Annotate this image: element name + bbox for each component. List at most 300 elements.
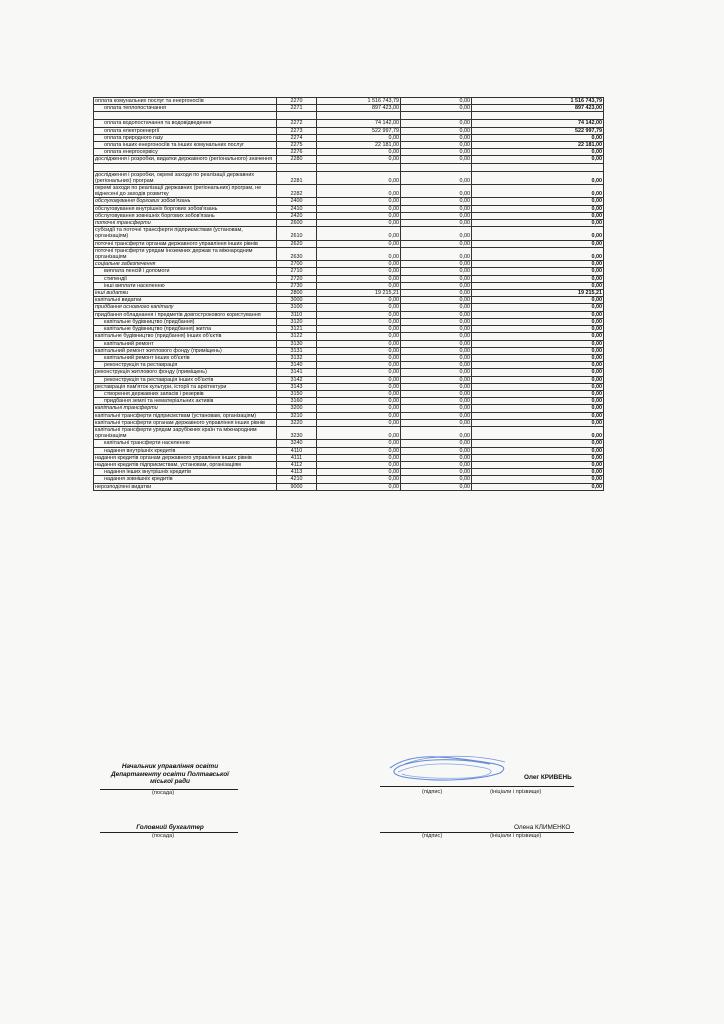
row-total-cell: 0,00 — [472, 247, 604, 260]
table-row — [94, 240, 604, 247]
row-total-cell: 0,00 — [472, 205, 604, 212]
row-code-cell: 3132 — [277, 354, 317, 361]
row-name-cell: надання внутрішніх кредитів — [94, 447, 277, 454]
row-name-cell: придбання основного капіталу — [94, 304, 277, 311]
row-value-cell: 897 423,00 — [317, 105, 401, 112]
row-total-cell: 0,00 — [472, 185, 604, 198]
row-name-cell: оплата природного газу — [94, 134, 277, 141]
row-value-cell: 0,00 — [317, 340, 401, 347]
row-value-cell: 0,00 — [401, 304, 472, 311]
row-name-cell: нерозподілені видатки — [94, 483, 277, 490]
row-name-cell: капітальні трансферти — [94, 405, 277, 412]
row-code-cell: 3143 — [277, 383, 317, 390]
table-spacer-row — [94, 163, 604, 171]
row-name-cell: субсидії та поточні трансферти підприємствам (установам, організаціям) — [94, 227, 277, 240]
row-name-cell: інші виплати населенню — [94, 282, 277, 289]
row-code-cell: 2710 — [277, 268, 317, 275]
row-total-cell: 0,00 — [472, 469, 604, 476]
row-code-cell: 2275 — [277, 142, 317, 149]
row-value-cell: 0,00 — [317, 390, 401, 397]
row-total-cell: 0,00 — [472, 220, 604, 227]
table-row — [94, 212, 604, 219]
row-code-cell — [277, 163, 317, 171]
row-value-cell — [401, 112, 472, 120]
row-name-cell: оплата водопостачання та водовідведення — [94, 120, 277, 127]
row-code-cell: 2800 — [277, 290, 317, 297]
row-total-cell: 0,00 — [472, 454, 604, 461]
row-code-cell: 3130 — [277, 340, 317, 347]
row-code-cell: 3200 — [277, 405, 317, 412]
row-total-cell: 0,00 — [472, 171, 604, 184]
row-name-cell: надання інших внутрішніх кредитів — [94, 469, 277, 476]
row-value-cell: 0,00 — [317, 326, 401, 333]
table-row — [94, 268, 604, 275]
row-total-cell: 0,00 — [472, 311, 604, 318]
table-row — [94, 198, 604, 205]
row-value-cell: 0,00 — [401, 311, 472, 318]
row-value-cell: 0,00 — [401, 127, 472, 134]
row-value-cell: 0,00 — [317, 333, 401, 340]
row-value-cell: 0,00 — [401, 405, 472, 412]
row-value-cell: 0,00 — [317, 419, 401, 426]
row-name-cell: обслуговування внутрішніх боргових зобов'язань — [94, 205, 277, 212]
row-value-cell: 0,00 — [401, 185, 472, 198]
row-name-cell: капітальні видатки — [94, 297, 277, 304]
row-name-cell: капітальні трансферти підприємствам (установам, організаціям) — [94, 412, 277, 419]
row-total-cell: 22 181,00 — [472, 142, 604, 149]
row-code-cell: 4210 — [277, 476, 317, 483]
row-value-cell: 0,00 — [317, 275, 401, 282]
row-name-cell: стипендії — [94, 275, 277, 282]
row-value-cell: 0,00 — [317, 405, 401, 412]
row-code-cell: 3160 — [277, 398, 317, 405]
row-name-cell: дослідження і розробки, видатки державного (регіонального) значення — [94, 156, 277, 163]
row-value-cell: 0,00 — [401, 297, 472, 304]
table-row — [94, 412, 604, 419]
row-name-cell: соціальне забезпечення — [94, 261, 277, 268]
row-code-cell: 2276 — [277, 149, 317, 156]
row-code-cell: 2720 — [277, 275, 317, 282]
row-value-cell: 0,00 — [401, 290, 472, 297]
row-value-cell: 0,00 — [401, 390, 472, 397]
row-total-cell: 0,00 — [472, 347, 604, 354]
row-name-cell: придбання обладнання і предметів довгострокового користування — [94, 311, 277, 318]
row-total-cell: 0,00 — [472, 318, 604, 325]
row-total-cell — [472, 112, 604, 120]
row-value-cell: 0,00 — [401, 326, 472, 333]
row-code-cell: 3240 — [277, 440, 317, 447]
row-total-cell: 19 215,21 — [472, 290, 604, 297]
row-value-cell: 0,00 — [317, 426, 401, 439]
row-value-cell: 0,00 — [401, 426, 472, 439]
row-total-cell: 522 997,79 — [472, 127, 604, 134]
table-row — [94, 376, 604, 383]
row-total-cell: 0,00 — [472, 476, 604, 483]
row-value-cell: 0,00 — [317, 282, 401, 289]
row-value-cell: 0,00 — [401, 412, 472, 419]
row-code-cell: 3142 — [277, 376, 317, 383]
row-value-cell: 0,00 — [401, 98, 472, 105]
row-value-cell: 0,00 — [401, 440, 472, 447]
row-total-cell: 74 142,00 — [472, 120, 604, 127]
row-value-cell: 0,00 — [317, 304, 401, 311]
row-value-cell: 0,00 — [401, 227, 472, 240]
row-total-cell: 0,00 — [472, 405, 604, 412]
table-row — [94, 304, 604, 311]
table-row — [94, 171, 604, 184]
row-value-cell: 0,00 — [317, 205, 401, 212]
row-code-cell: 2273 — [277, 127, 317, 134]
row-name-cell: придбання землі та нематеріальних активів — [94, 398, 277, 405]
row-name-cell: реконструкція та реставрація — [94, 362, 277, 369]
row-value-cell: 0,00 — [401, 198, 472, 205]
row-total-cell: 0,00 — [472, 261, 604, 268]
row-name-cell: обслуговування зовнішніх боргових зобов'язань — [94, 212, 277, 219]
row-value-cell: 0,00 — [317, 318, 401, 325]
accountant-signature-block — [100, 824, 240, 832]
row-value-cell: 0,00 — [317, 156, 401, 163]
row-value-cell: 0,00 — [401, 469, 472, 476]
table-row — [94, 419, 604, 426]
table-row — [94, 156, 604, 163]
row-name-cell: надання кредитів підприємствам, установам, організаціям — [94, 461, 277, 468]
row-value-cell: 0,00 — [317, 134, 401, 141]
row-total-cell: 0,00 — [472, 426, 604, 439]
table-row — [94, 390, 604, 397]
row-name-cell: оплата комунальних послуг та енергоносіїв — [94, 98, 277, 105]
row-total-cell: 0,00 — [472, 419, 604, 426]
head-position-caption: (посада) — [152, 790, 175, 796]
row-code-cell: 4113 — [277, 469, 317, 476]
head-person-name: Олег КРИВЕНЬ — [524, 774, 572, 781]
table-body — [94, 98, 604, 491]
row-code-cell: 3141 — [277, 369, 317, 376]
row-value-cell: 0,00 — [317, 469, 401, 476]
row-code-cell: 2600 — [277, 220, 317, 227]
row-value-cell: 0,00 — [317, 476, 401, 483]
row-total-cell: 0,00 — [472, 461, 604, 468]
row-code-cell: 4111 — [277, 454, 317, 461]
row-value-cell: 0,00 — [401, 134, 472, 141]
row-value-cell: 0,00 — [317, 240, 401, 247]
row-code-cell: 3131 — [277, 347, 317, 354]
row-code-cell: 2420 — [277, 212, 317, 219]
row-value-cell: 0,00 — [317, 440, 401, 447]
table-row — [94, 290, 604, 297]
row-value-cell: 0,00 — [317, 461, 401, 468]
row-name-cell: реконструкція житлового фонду (приміщень) — [94, 369, 277, 376]
row-value-cell: 0,00 — [401, 398, 472, 405]
row-code-cell: 3110 — [277, 311, 317, 318]
row-name-cell: надання зовнішніх кредитів — [94, 476, 277, 483]
table-row — [94, 369, 604, 376]
head-signature-block — [100, 763, 240, 786]
row-total-cell: 1 516 743,79 — [472, 98, 604, 105]
row-value-cell: 0,00 — [401, 454, 472, 461]
table-row — [94, 247, 604, 260]
table-row — [94, 469, 604, 476]
row-total-cell: 0,00 — [472, 340, 604, 347]
table-row — [94, 454, 604, 461]
row-code-cell: 2400 — [277, 198, 317, 205]
row-name-cell: капітальні трансферти органам державного управління інших рівнів — [94, 419, 277, 426]
row-name-cell: капітальне будівництво (придбання) інших об'єктів — [94, 333, 277, 340]
row-value-cell: 0,00 — [317, 268, 401, 275]
head-signature-image — [380, 748, 520, 788]
row-value-cell: 0,00 — [317, 354, 401, 361]
row-code-cell: 3220 — [277, 419, 317, 426]
row-name-cell: капітальні трансферти урядам зарубіжних країн та міжнародним організаціям — [94, 426, 277, 439]
row-code-cell — [277, 112, 317, 120]
row-total-cell: 0,00 — [472, 297, 604, 304]
row-total-cell: 0,00 — [472, 304, 604, 311]
row-name-cell: окремі заходи по реалізації державних (регіональних) програм, не віднесені до заходів розвитку — [94, 185, 277, 198]
row-total-cell: 0,00 — [472, 326, 604, 333]
row-name-cell: інші видатки — [94, 290, 277, 297]
row-value-cell: 0,00 — [317, 261, 401, 268]
row-value-cell: 0,00 — [401, 369, 472, 376]
row-code-cell: 2274 — [277, 134, 317, 141]
table-row — [94, 440, 604, 447]
row-value-cell — [401, 163, 472, 171]
row-code-cell: 2280 — [277, 156, 317, 163]
table-row — [94, 326, 604, 333]
row-total-cell: 0,00 — [472, 227, 604, 240]
row-total-cell: 0,00 — [472, 275, 604, 282]
row-total-cell: 0,00 — [472, 412, 604, 419]
row-code-cell: 2620 — [277, 240, 317, 247]
row-code-cell: 3122 — [277, 333, 317, 340]
table-row — [94, 220, 604, 227]
row-name-cell: поточні трансферти урядам іноземних держав та міжнародним організаціям — [94, 247, 277, 260]
table-row — [94, 297, 604, 304]
row-value-cell: 0,00 — [401, 447, 472, 454]
row-value-cell: 0,00 — [317, 369, 401, 376]
row-total-cell: 0,00 — [472, 333, 604, 340]
row-code-cell: 2610 — [277, 227, 317, 240]
row-total-cell: 0,00 — [472, 362, 604, 369]
row-value-cell: 0,00 — [401, 268, 472, 275]
row-total-cell: 0,00 — [472, 149, 604, 156]
table-row — [94, 383, 604, 390]
row-name-cell: капітальне будівництво (придбання) — [94, 318, 277, 325]
row-value-cell: 0,00 — [317, 347, 401, 354]
row-code-cell: 2282 — [277, 185, 317, 198]
accountant-sign-line — [380, 832, 574, 833]
row-value-cell — [317, 112, 401, 120]
row-code-cell: 4110 — [277, 447, 317, 454]
row-code-cell: 3230 — [277, 426, 317, 439]
row-value-cell: 0,00 — [317, 198, 401, 205]
row-name-cell: капітальні трансферти населенню — [94, 440, 277, 447]
accountant-title: Головний бухгалтер — [136, 824, 204, 831]
row-name-cell: капітальний ремонт житлового фонду (приміщень) — [94, 347, 277, 354]
row-code-cell: 3210 — [277, 412, 317, 419]
row-value-cell: 0,00 — [401, 476, 472, 483]
table-row — [94, 261, 604, 268]
table-row — [94, 227, 604, 240]
row-code-cell: 3140 — [277, 362, 317, 369]
row-value-cell: 0,00 — [401, 261, 472, 268]
row-value-cell: 0,00 — [317, 383, 401, 390]
row-code-cell: 2700 — [277, 261, 317, 268]
row-value-cell: 0,00 — [401, 105, 472, 112]
row-value-cell: 0,00 — [401, 275, 472, 282]
row-name-cell: капітальний ремонт інших об'єктів — [94, 354, 277, 361]
row-name-cell: реконструкція та реставрація інших об'єктів — [94, 376, 277, 383]
row-total-cell: 0,00 — [472, 376, 604, 383]
table-row — [94, 476, 604, 483]
row-value-cell: 0,00 — [401, 461, 472, 468]
row-value-cell: 0,00 — [401, 212, 472, 219]
row-value-cell: 0,00 — [401, 333, 472, 340]
row-value-cell: 0,00 — [401, 120, 472, 127]
row-value-cell: 0,00 — [317, 412, 401, 419]
row-code-cell: 3000 — [277, 297, 317, 304]
expenditure-table — [93, 97, 604, 491]
row-name-cell: дослідження і розробки, окремі заходи по реалізації державних (регіональних) програм — [94, 171, 277, 184]
table-row — [94, 340, 604, 347]
row-value-cell: 0,00 — [317, 220, 401, 227]
row-value-cell: 0,00 — [401, 205, 472, 212]
row-name-cell: створення державних запасів і резервів — [94, 390, 277, 397]
row-value-cell: 0,00 — [401, 362, 472, 369]
row-name-cell: реставрація пам'яток культури, історії та архітектури — [94, 383, 277, 390]
row-total-cell: 0,00 — [472, 447, 604, 454]
row-value-cell: 0,00 — [317, 447, 401, 454]
row-code-cell: 2410 — [277, 205, 317, 212]
table-row — [94, 142, 604, 149]
row-value-cell: 0,00 — [401, 376, 472, 383]
row-total-cell: 0,00 — [472, 212, 604, 219]
row-total-cell — [472, 163, 604, 171]
row-value-cell: 19 215,21 — [317, 290, 401, 297]
table-row — [94, 282, 604, 289]
table-row — [94, 398, 604, 405]
row-code-cell: 9000 — [277, 483, 317, 490]
row-value-cell: 0,00 — [317, 149, 401, 156]
table-row — [94, 205, 604, 212]
accountant-person-name: Олена КЛИМЕНКО — [514, 824, 571, 831]
row-value-cell: 0,00 — [401, 354, 472, 361]
row-name-cell: надання кредитів органам державного управління інших рівнів — [94, 454, 277, 461]
row-value-cell: 0,00 — [317, 483, 401, 490]
row-name-cell: капітальне будівництво (придбання) житла — [94, 326, 277, 333]
row-value-cell: 22 181,00 — [317, 142, 401, 149]
row-total-cell: 0,00 — [472, 134, 604, 141]
row-value-cell: 0,00 — [401, 282, 472, 289]
row-code-cell: 3150 — [277, 390, 317, 397]
row-value-cell: 0,00 — [317, 185, 401, 198]
row-value-cell: 0,00 — [317, 362, 401, 369]
row-name-cell: поточні трансферти — [94, 220, 277, 227]
row-total-cell: 0,00 — [472, 483, 604, 490]
table-row — [94, 98, 604, 105]
row-value-cell: 0,00 — [401, 220, 472, 227]
row-value-cell: 0,00 — [317, 398, 401, 405]
row-value-cell: 0,00 — [401, 247, 472, 260]
row-value-cell: 0,00 — [317, 227, 401, 240]
row-value-cell: 0,00 — [401, 318, 472, 325]
row-value-cell: 0,00 — [317, 212, 401, 219]
table-row — [94, 461, 604, 468]
table-row — [94, 149, 604, 156]
accountant-position-caption: (посада) — [152, 833, 175, 839]
row-code-cell: 4112 — [277, 461, 317, 468]
table-row — [94, 333, 604, 340]
row-code-cell: 3100 — [277, 304, 317, 311]
row-code-cell: 2630 — [277, 247, 317, 260]
row-total-cell: 0,00 — [472, 440, 604, 447]
row-value-cell: 0,00 — [401, 142, 472, 149]
row-name-cell: оплата електроенергії — [94, 127, 277, 134]
row-code-cell: 3120 — [277, 318, 317, 325]
row-name-cell: оплата інших енергоносіїв та інших комунальних послуг — [94, 142, 277, 149]
row-name-cell: обслуговування боргових зобов'язань — [94, 198, 277, 205]
row-total-cell: 0,00 — [472, 198, 604, 205]
table-row — [94, 105, 604, 112]
row-total-cell: 897 423,00 — [472, 105, 604, 112]
row-value-cell: 522 997,79 — [317, 127, 401, 134]
table-row — [94, 120, 604, 127]
row-total-cell: 0,00 — [472, 156, 604, 163]
row-name-cell: виплата пенсій і допомоги — [94, 268, 277, 275]
row-name-cell: оплата енергосервісу — [94, 149, 277, 156]
row-name-cell — [94, 112, 277, 120]
row-value-cell: 0,00 — [401, 383, 472, 390]
table-row — [94, 405, 604, 412]
row-total-cell: 0,00 — [472, 268, 604, 275]
row-code-cell: 2270 — [277, 98, 317, 105]
table-row — [94, 185, 604, 198]
row-code-cell: 2271 — [277, 105, 317, 112]
row-value-cell: 0,00 — [317, 247, 401, 260]
row-name-cell: поточні трансферти органам державного управління інших рівнів — [94, 240, 277, 247]
row-value-cell: 0,00 — [401, 483, 472, 490]
row-value-cell: 0,00 — [317, 376, 401, 383]
table-row — [94, 275, 604, 282]
row-value-cell: 0,00 — [317, 297, 401, 304]
row-name-cell: капітальний ремонт — [94, 340, 277, 347]
table-row — [94, 127, 604, 134]
row-total-cell: 0,00 — [472, 398, 604, 405]
row-value-cell: 0,00 — [401, 240, 472, 247]
table-spacer-row — [94, 112, 604, 120]
accountant-initials-caption: (ініціали і прізвище) — [490, 833, 542, 839]
table-row — [94, 447, 604, 454]
row-value-cell: 0,00 — [317, 454, 401, 461]
table-row — [94, 318, 604, 325]
table-row — [94, 347, 604, 354]
row-value-cell: 1 516 743,79 — [317, 98, 401, 105]
row-total-cell: 0,00 — [472, 369, 604, 376]
head-title: Начальник управління освіти Департаменту освіти Полтавської міської ради — [111, 763, 229, 785]
row-code-cell: 3121 — [277, 326, 317, 333]
row-value-cell: 0,00 — [401, 156, 472, 163]
table-row — [94, 362, 604, 369]
row-value-cell: 0,00 — [401, 419, 472, 426]
row-value-cell: 0,00 — [401, 171, 472, 184]
row-value-cell: 0,00 — [317, 311, 401, 318]
row-value-cell: 0,00 — [401, 347, 472, 354]
row-total-cell: 0,00 — [472, 390, 604, 397]
head-sign-line — [380, 786, 574, 787]
row-code-cell: 2730 — [277, 282, 317, 289]
row-value-cell: 0,00 — [401, 149, 472, 156]
row-total-cell: 0,00 — [472, 240, 604, 247]
head-sign-caption: (підпис) — [422, 789, 443, 795]
table-row — [94, 311, 604, 318]
